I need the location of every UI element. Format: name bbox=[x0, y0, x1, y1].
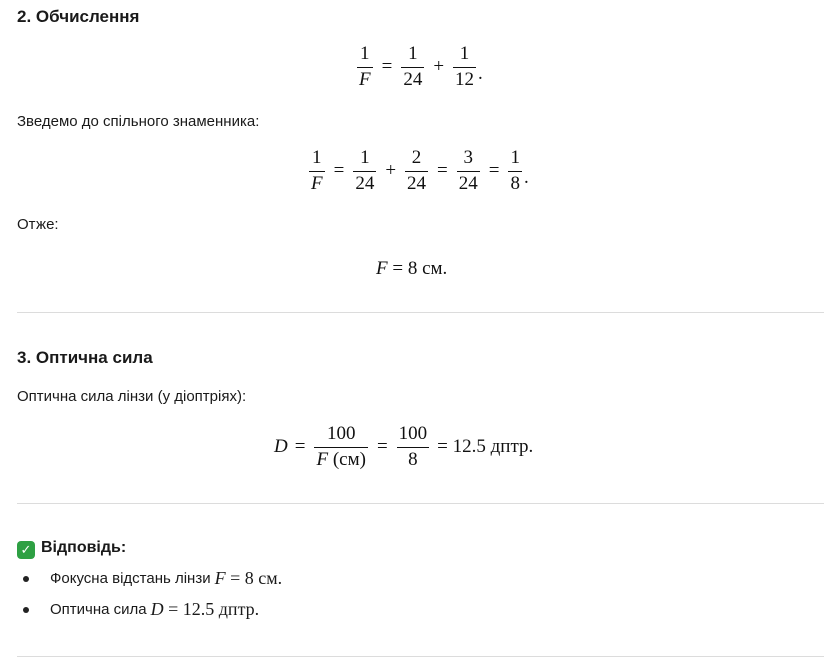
denominator: F bbox=[311, 172, 323, 194]
divider bbox=[17, 656, 824, 657]
numerator: 1 bbox=[408, 43, 418, 64]
fraction bbox=[397, 424, 430, 471]
section-heading-optical-power: 3. Оптична сила bbox=[17, 348, 153, 367]
fraction bbox=[453, 44, 476, 91]
denominator: 24 bbox=[403, 68, 423, 90]
answer-item-math bbox=[151, 599, 260, 620]
equals-sign: = bbox=[376, 436, 388, 458]
answer-heading-label: Відповідь: bbox=[41, 539, 127, 556]
list-item bbox=[17, 594, 286, 625]
fraction bbox=[357, 44, 373, 91]
equation-optical-power bbox=[274, 424, 533, 471]
value: = 8 см. bbox=[230, 568, 283, 588]
equals-sign: = bbox=[381, 56, 393, 78]
fraction bbox=[405, 148, 428, 195]
answer-list bbox=[17, 563, 286, 625]
numerator: 1 bbox=[360, 147, 370, 168]
denominator: F bbox=[359, 68, 371, 90]
equation-2 bbox=[307, 148, 529, 195]
denominator: 8 bbox=[397, 447, 430, 471]
text-common-denominator: Зведемо до спільного знаменника: bbox=[17, 113, 260, 130]
fraction bbox=[309, 148, 325, 195]
period: . bbox=[478, 62, 483, 84]
denominator: 8 bbox=[510, 172, 520, 194]
numerator: 100 bbox=[326, 423, 356, 444]
numerator: 3 bbox=[463, 147, 474, 168]
equals-sign: = bbox=[437, 160, 448, 182]
check-icon: ✓ bbox=[17, 541, 35, 559]
variable: F bbox=[376, 258, 388, 279]
variable: F bbox=[214, 568, 226, 588]
fraction bbox=[401, 44, 424, 91]
numerator: 1 bbox=[459, 43, 470, 64]
period: . bbox=[523, 166, 529, 188]
answer-item-math bbox=[215, 568, 283, 589]
plus-sign: + bbox=[433, 56, 445, 78]
answer-item-text: Фокусна відстань лінзи bbox=[50, 570, 211, 587]
denominator: 24 bbox=[407, 172, 427, 194]
denominator: 24 bbox=[458, 172, 478, 194]
denominator: 12 bbox=[455, 68, 475, 90]
equals-sign: = bbox=[333, 160, 345, 182]
fraction bbox=[353, 148, 376, 195]
text-therefore: Отже: bbox=[17, 216, 59, 233]
answer-heading bbox=[17, 539, 126, 559]
numerator: 1 bbox=[360, 43, 370, 64]
divider bbox=[17, 503, 824, 504]
list-item bbox=[17, 563, 286, 594]
numerator: 1 bbox=[312, 147, 322, 168]
value: = 12.5 дптр. bbox=[168, 599, 260, 619]
fraction bbox=[457, 148, 480, 195]
fraction bbox=[508, 148, 522, 195]
numerator: 1 bbox=[510, 147, 520, 168]
numerator: 2 bbox=[411, 147, 422, 168]
plus-sign: + bbox=[385, 160, 397, 182]
denominator: 24 bbox=[355, 172, 375, 194]
numerator: 100 bbox=[398, 423, 428, 444]
equation-1 bbox=[355, 44, 483, 91]
divider bbox=[17, 312, 824, 313]
equation-rest: = 8 см. bbox=[387, 258, 448, 279]
equation-3 bbox=[376, 258, 447, 280]
result: = 12.5 дптр. bbox=[437, 436, 534, 458]
equals-sign: = bbox=[294, 436, 306, 458]
fraction bbox=[314, 424, 367, 471]
denominator bbox=[314, 447, 367, 471]
text-optical-power: Оптична сила лінзи (у діоптріях): bbox=[17, 388, 247, 405]
equals-sign: = bbox=[488, 160, 500, 182]
variable: D bbox=[150, 599, 164, 619]
unit: (см) bbox=[328, 448, 366, 470]
answer-item-text: Оптична сила bbox=[50, 601, 147, 618]
section-heading-calculation: 2. Обчислення bbox=[17, 7, 140, 26]
variable: D bbox=[274, 436, 288, 458]
variable: F bbox=[316, 448, 329, 470]
